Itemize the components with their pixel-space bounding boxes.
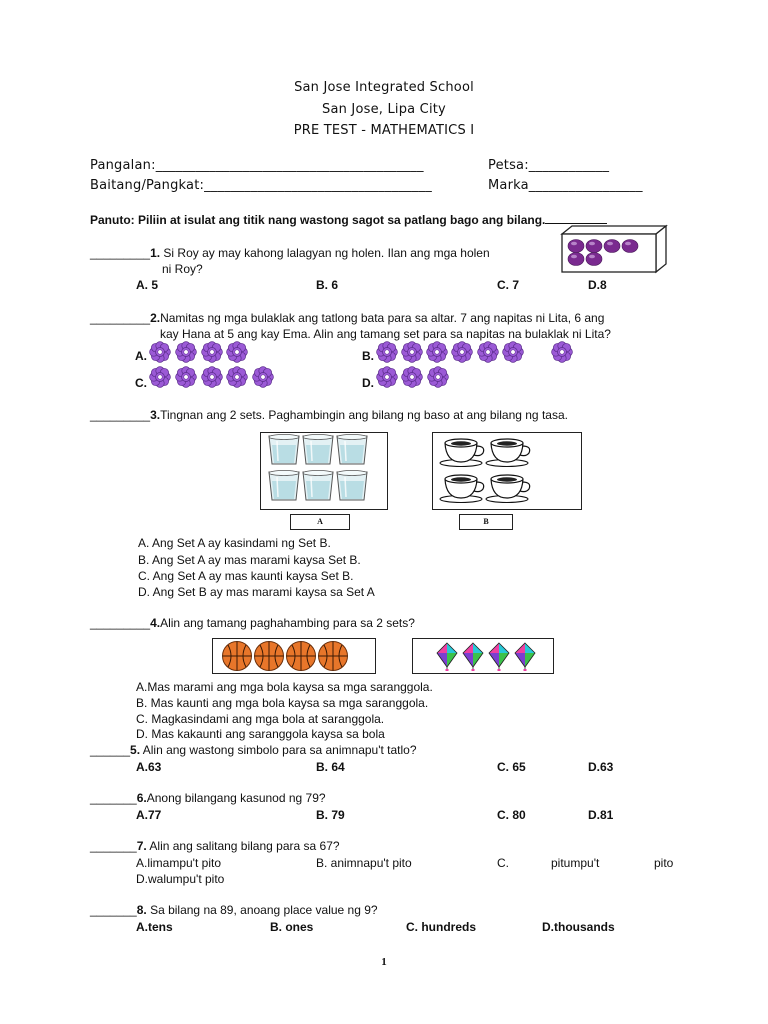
question-8 [90,903,378,917]
question-text: Anong bilangang kasunod ng 79? [146,791,326,805]
balls-set-box [212,638,376,674]
name-line: ________________________________________ [155,158,424,173]
choice-a: A. 5 [136,278,159,292]
question-number: 5. [130,743,141,757]
answer-blank: _________ [90,311,151,325]
choice-c-word2: pito [654,856,674,870]
cup-icon [440,475,484,503]
choice-c: C. 7 [497,278,520,292]
answer-blank: _______ [90,791,137,805]
choice-c: C. Ang Set A ay mas kaunti kaysa Set B. [138,569,354,583]
choice-a: A.tens [136,920,173,934]
basketball-icon [287,642,316,671]
choice-b: B. ones [270,920,314,934]
question-text: Alin ang wastong simbolo para sa animnapu't tatlo? [140,743,417,757]
question-number: 6. [136,791,147,805]
question-text: Si Roy ay may kahong lalagyan ng holen. Ilan ang mga holen [160,246,490,260]
choice-c: C. 65 [497,760,526,774]
basketball-icon [319,642,348,671]
flower-icon [202,367,223,388]
page-number: 1 [381,956,387,968]
school-address: San Jose, Lipa City [322,102,446,117]
choice-a: A.77 [136,808,162,822]
cup-icon [486,439,530,467]
flower-icon [377,367,398,388]
answer-blank: ______ [90,743,131,757]
name-label: Pangalan: [90,158,156,173]
kite-icon [463,643,483,671]
flower-icon [402,342,423,363]
choice-c-word1: pitumpu't [551,856,600,870]
question-text: Tingnan ang 2 sets. Paghambingin ang bilang ng baso at ang bilang ng tasa. [160,408,568,422]
cups-set-box [432,432,582,510]
question-text: Namitas ng mga bulaklak ang tatlong bata para sa altar. 7 ang napitas ni Lita, 6 ang [160,311,605,325]
choice-d: D.8 [588,278,607,292]
choice-d: D.thousands [542,920,615,934]
grade-line: __________________________________ [204,178,432,193]
question-5 [90,743,417,757]
glass-icon [337,471,367,501]
question-number: 1. [150,246,161,260]
choice-c: C. [497,856,509,870]
question-number: 3. [150,408,161,422]
choice-b: B. 64 [316,760,345,774]
answer-blank: _________ [90,408,151,422]
flower-icon [503,342,524,363]
instructions: Panuto: Piliin at isulat ang titik nang wastong sagot sa patlang bago ang bilang. [90,213,607,227]
question-text: Alin ang salitang bilang para sa 67? [146,839,340,853]
choice-c: C. Magkasindami ang mga bola at saranggola. [136,712,385,726]
flower-icon [202,342,223,363]
flower-icon [478,342,499,363]
flower-sets-image [0,0,768,400]
question-number: 2. [150,311,161,325]
glass-icon [269,471,299,501]
basketball-icon [255,642,284,671]
choice-a: A.63 [136,760,162,774]
flower-icon [402,367,423,388]
choice-c: C. hundreds [406,920,477,934]
choice-b: B. 6 [316,278,339,292]
choice-b: B. animnapu't pito [316,856,412,870]
basketball-icon [223,642,252,671]
kites-set-box [412,638,554,674]
choice-c: C. [135,376,147,390]
flower-icon [253,367,274,388]
flower-icon [377,342,398,363]
choice-a: A. [135,349,147,363]
choice-b: B. Ang Set A ay mas marami kaysa Set B. [138,553,361,567]
glass-icon [269,435,299,465]
flower-icon [428,367,449,388]
grade-label: Baitang/Pangkat: [90,178,205,193]
flower-icon [427,342,448,363]
choice-d: D. [362,376,374,390]
test-title: PRE TEST - MATHEMATICS I [293,123,475,138]
question-4 [90,616,415,630]
choice-b: B. [362,349,374,363]
question-number: 4. [150,616,161,630]
question-number: 8. [136,903,147,917]
choice-a: A.limampu't pito [136,856,221,870]
date-label: Petsa: [488,158,529,173]
flower-icon [176,342,197,363]
question-text: Sa bilang na 89, anoang place value ng 9? [146,903,378,917]
set-a-label: A [290,514,350,530]
cup-icon [440,439,484,467]
glass-icon [337,435,367,465]
question-text: Alin ang tamang paghahambing para sa 2 sets? [160,616,415,630]
choice-a: A.Mas marami ang mga bola kaysa sa mga saranggola. [136,680,433,694]
glass-icon [303,435,333,465]
flower-icon [552,342,573,363]
cup-icon [486,475,530,503]
basketball-icons [213,639,375,673]
choice-d: D. Mas kakaunti ang saranggola kaysa sa bola [136,727,385,741]
question-6 [90,791,326,805]
flower-icon [150,342,171,363]
question-number: 7. [136,839,147,853]
flower-icon [150,367,171,388]
choice-d: D.81 [588,808,614,822]
cup-icons [433,433,581,509]
kite-icon [437,643,457,671]
flower-icon [227,342,248,363]
answer-blank: _________ [90,246,151,260]
flower-icon [227,367,248,388]
score-line: _________________ [528,178,643,193]
flower-icon [452,342,473,363]
choice-b: B. Mas kaunti ang mga bola kaysa sa mga saranggola. [136,696,429,710]
question-3 [90,408,568,422]
choice-d: D.63 [588,760,614,774]
set-b-label: B [459,514,513,530]
school-name: San Jose Integrated School [294,80,474,95]
choice-c: C. 80 [497,808,526,822]
choice-d: D. Ang Set B ay mas marami kaysa sa Set A [138,585,375,599]
score-label: Marka [488,178,529,193]
glasses-set-box [260,432,388,510]
choice-a: A. Ang Set A ay kasindami ng Set B. [138,536,331,550]
question-1-text-cont: ni Roy? [162,262,203,276]
kite-icon [489,643,509,671]
date-line: ____________ [528,158,610,173]
kite-icons [413,639,553,673]
glass-icon [303,471,333,501]
answer-blank: _______ [90,839,137,853]
question-7 [90,839,340,853]
kite-icon [515,643,535,671]
question-2-text-cont: kay Hana at 5 ang kay Ema. Alin ang tamang set para sa napitas na bulaklak ni Lita? [160,327,611,341]
glass-icons [261,433,387,509]
answer-blank: _________ [90,616,151,630]
flower-icon [176,367,197,388]
answer-blank: _______ [90,903,137,917]
choice-b: B. 79 [316,808,345,822]
choice-d: D.walumpu't pito [136,872,225,886]
